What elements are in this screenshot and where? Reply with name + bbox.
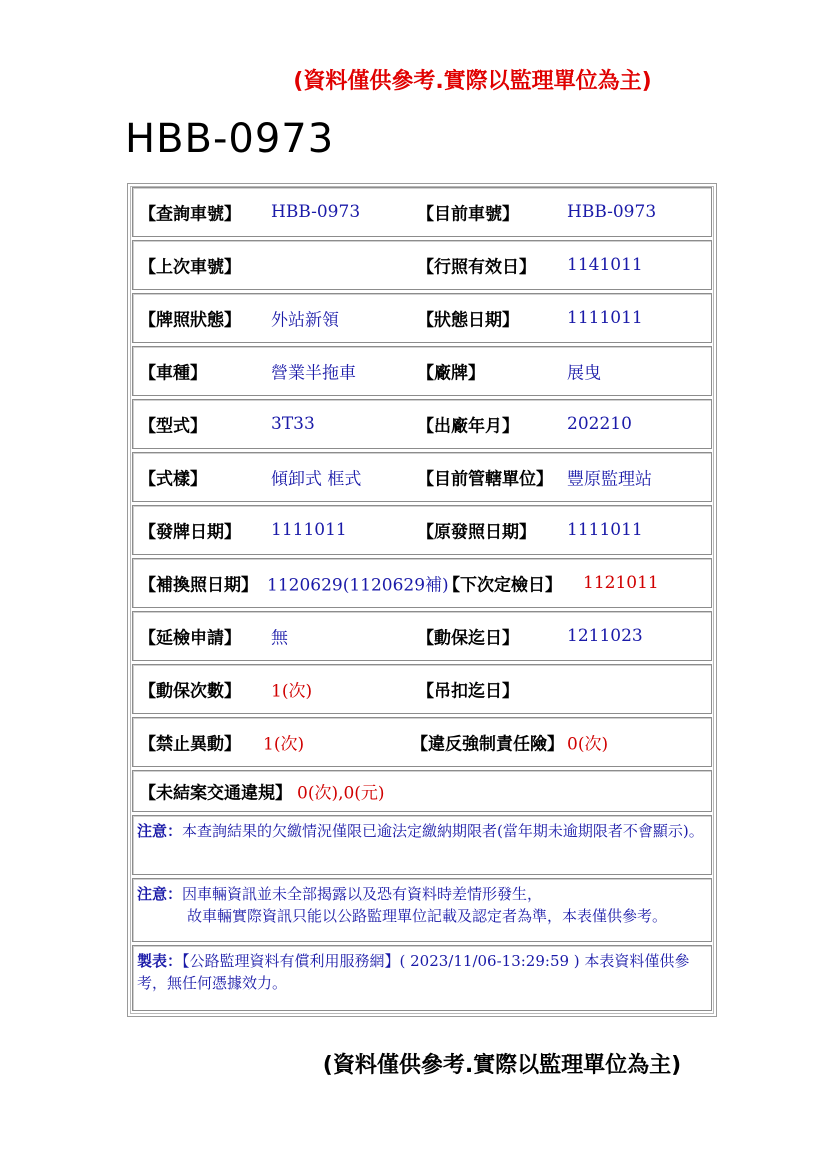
value-jurisdiction: 豐原監理站 — [567, 469, 652, 490]
label-manufacture-date: 【出廠年月】 — [417, 416, 519, 437]
label-chattel-mortgage-end: 【動保迄日】 — [417, 628, 519, 649]
note-source-label: 製表： — [137, 952, 183, 970]
label-plate-issue-date: 【發牌日期】 — [139, 522, 241, 543]
value-plate-issue-date: 1111011 — [271, 520, 347, 540]
label-transfer-prohibited: 【禁止異動】 — [139, 734, 241, 755]
note-disclosure-line1: 因車輛資訊並未全部揭露以及恐有資料時差情形發生， — [182, 885, 543, 903]
info-row-chattel-mortgage-count — [132, 664, 712, 714]
info-row-model — [132, 399, 712, 449]
info-row-pending-violations — [132, 770, 712, 812]
value-insurance-violation: 0(次) — [567, 734, 609, 755]
value-chattel-mortgage-count: 1(次) — [271, 681, 313, 702]
info-row-transfer-prohibited — [132, 717, 712, 767]
disclaimer-bottom: (資料僅供參考.實際以監理單位為主) — [322, 1053, 682, 1078]
disclaimer-top: (資料僅供參考.實際以監理單位為主) — [293, 69, 652, 94]
info-row-vehicle-type — [132, 346, 712, 396]
value-model: 3T33 — [271, 414, 315, 434]
label-original-license-date: 【原發照日期】 — [417, 522, 536, 543]
label-next-inspection-date: 【下次定檢日】 — [443, 575, 562, 596]
label-chattel-mortgage-count: 【動保次數】 — [139, 681, 241, 702]
value-vehicle-type: 營業半拖車 — [271, 363, 356, 384]
info-row-query-plate — [132, 187, 712, 237]
vehicle-info-card — [127, 183, 717, 1017]
info-row-body-style — [132, 452, 712, 502]
value-plate-status: 外站新領 — [271, 310, 339, 331]
value-transfer-prohibited: 1(次) — [263, 734, 305, 755]
label-jurisdiction: 【目前管轄單位】 — [417, 469, 553, 490]
info-row-license-replace-date — [132, 558, 712, 608]
info-row-previous-plate — [132, 240, 712, 290]
info-row-inspection-extension — [132, 611, 712, 661]
value-manufacture-date: 202210 — [567, 414, 632, 434]
label-model: 【型式】 — [139, 416, 207, 437]
value-original-license-date: 1111011 — [567, 520, 643, 540]
label-status-date: 【狀態日期】 — [417, 310, 519, 331]
value-pending-violations: 0(次),0(元) — [297, 783, 385, 804]
note-arrears — [132, 815, 712, 875]
value-next-inspection-date: 1121011 — [583, 573, 659, 593]
value-license-replace-date: 1120629(1120629補) — [267, 575, 449, 596]
label-insurance-violation: 【違反強制責任險】 — [411, 734, 564, 755]
value-status-date: 1111011 — [567, 308, 643, 328]
note-source-text: 【公路監理資料有償利用服務網】( 2023/11/06-13:29:59 ) 本表資料僅供參考，無任何憑據效力。 — [137, 952, 690, 992]
value-license-valid-date: 1141011 — [567, 255, 643, 275]
label-plate-status: 【牌照狀態】 — [139, 310, 241, 331]
label-query-plate: 【查詢車號】 — [139, 204, 241, 225]
note-source — [132, 945, 712, 1011]
note-disclosure-line2: 故車輛實際資訊只能以公路監理單位記載及認定者為準，本表僅供參考。 — [187, 907, 668, 925]
label-pending-violations: 【未結案交通違規】 — [139, 783, 292, 804]
note-disclosure — [132, 878, 712, 942]
value-inspection-extension: 無 — [271, 628, 288, 649]
value-current-plate: HBB-0973 — [567, 202, 657, 222]
label-license-replace-date: 【補換照日期】 — [139, 575, 258, 596]
label-previous-plate: 【上次車號】 — [139, 257, 241, 278]
info-row-plate-status — [132, 293, 712, 343]
note-arrears-text: 本查詢結果的欠繳情況僅限已逾法定繳納期限者(當年期未逾期限者不會顯示)。 — [182, 822, 704, 840]
label-brand: 【廠牌】 — [417, 363, 485, 384]
value-query-plate: HBB-0973 — [271, 202, 361, 222]
note-disclosure-label: 注意： — [137, 885, 183, 903]
label-vehicle-type: 【車種】 — [139, 363, 207, 384]
label-suspension-end: 【吊扣迄日】 — [417, 681, 519, 702]
note-arrears-label: 注意： — [137, 822, 183, 840]
info-row-plate-issue-date — [132, 505, 712, 555]
label-license-valid-date: 【行照有效日】 — [417, 257, 536, 278]
value-chattel-mortgage-end: 1211023 — [567, 626, 643, 646]
plate-title: HBB-0973 — [125, 116, 335, 162]
label-body-style: 【式樣】 — [139, 469, 207, 490]
value-brand: 展曳 — [567, 363, 601, 384]
label-current-plate: 【目前車號】 — [417, 204, 519, 225]
label-inspection-extension: 【延檢申請】 — [139, 628, 241, 649]
value-body-style: 傾卸式 框式 — [271, 469, 362, 490]
